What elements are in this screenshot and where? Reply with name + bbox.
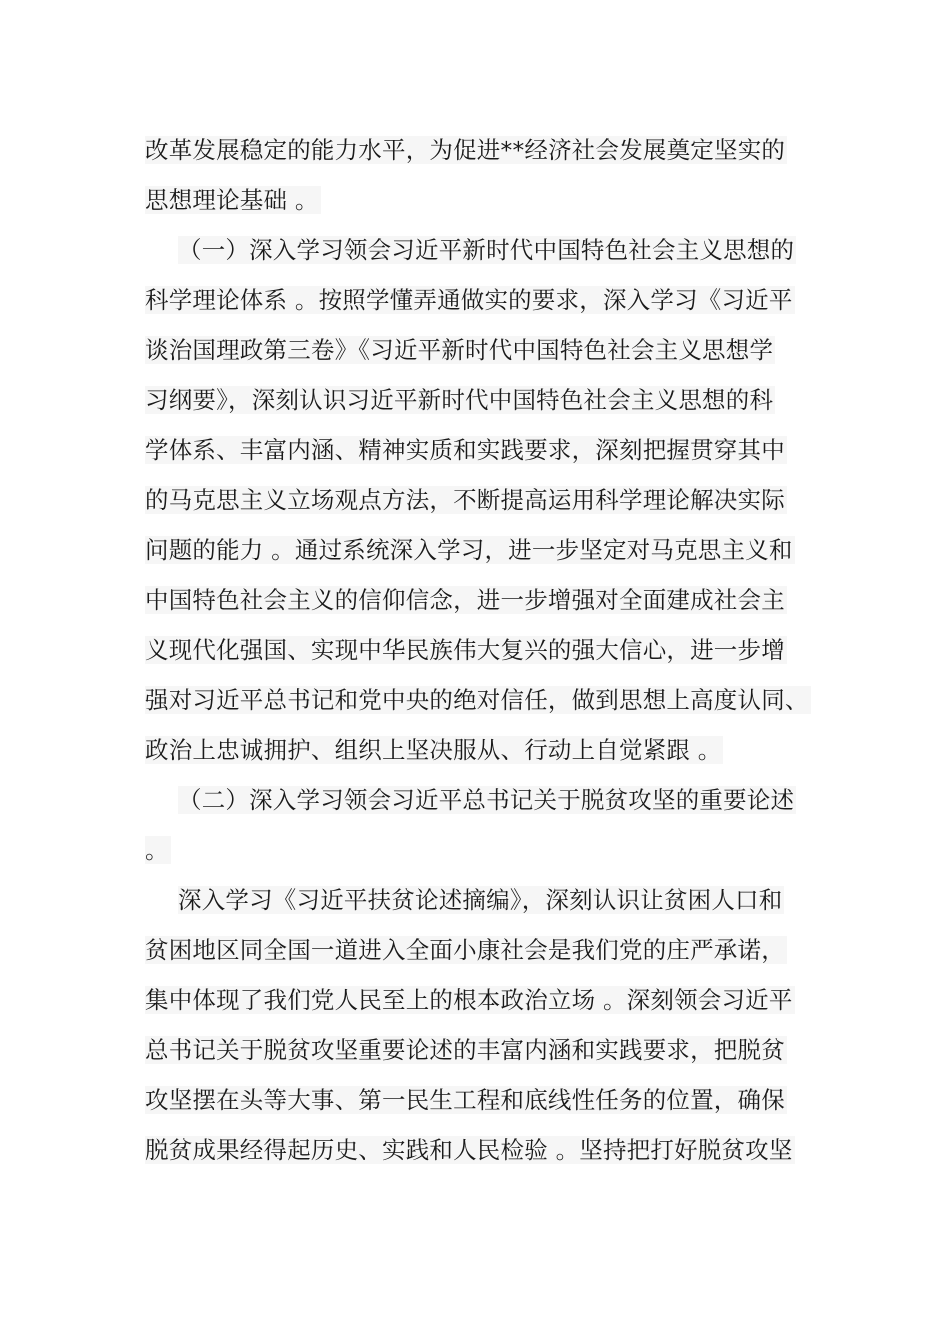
line-text: 。 <box>145 836 169 864</box>
text-line <box>145 630 787 670</box>
text-line <box>145 1080 787 1120</box>
line-text: 义现代化强国、实现中华民族伟大复兴的强大信心，进一步增 <box>145 636 785 664</box>
line-text: 谈治国理政第三卷》《习近平新时代中国特色社会主义思想学 <box>145 336 774 364</box>
line-text: 的马克思主义立场观点方法，不断提高运用科学理论解决实际 <box>145 486 785 514</box>
line-text: 改革发展稳定的能力水平，为促进**经济社会发展奠定坚实的 <box>145 136 786 164</box>
line-text: 贫困地区同全国一道进入全面小康社会是我们党的庄严承诺， <box>145 936 785 964</box>
text-line <box>145 180 321 220</box>
line-text: 集中体现了我们党人民至上的根本政治立场 。深刻领会习近平 <box>145 986 793 1014</box>
text-line <box>145 730 723 770</box>
text-line <box>145 580 787 620</box>
line-text: 学体系、丰富内涵、精神实质和实践要求，深刻把握贯穿其中 <box>145 436 785 464</box>
paragraph-start <box>178 880 784 920</box>
line-text: 脱贫成果经得起历史、实践和人民检验 。坚持把打好脱贫攻坚 <box>145 1136 793 1164</box>
text-line <box>145 830 171 870</box>
line-text: （一）深入学习领会习近平新时代中国特色社会主义思想的 <box>178 236 795 264</box>
line-text: 攻坚摆在头等大事、第一民生工程和底线性任务的位置，确保 <box>145 1086 785 1114</box>
text-line <box>145 1130 795 1170</box>
text-line <box>145 980 795 1020</box>
text-line <box>145 380 775 420</box>
line-text: 强对习近平总书记和党中央的绝对信任，做到思想上高度认同、 <box>145 686 809 714</box>
text-line <box>145 530 795 570</box>
text-line <box>145 430 787 470</box>
line-text: 习纲要》，深刻认识习近平新时代中国特色社会主义思想的科 <box>145 386 774 414</box>
line-text: 科学理论体系 。按照学懂弄通做实的要求，深入学习《习近平 <box>145 286 793 314</box>
line-text: 深入学习《习近平扶贫论述摘编》，深刻认识让贫困人口和 <box>178 886 783 914</box>
line-text: 中国特色社会主义的信仰信念，进一步增强对全面建成社会主 <box>145 586 785 614</box>
text-line <box>145 280 795 320</box>
line-text: 思想理论基础 。 <box>145 186 319 214</box>
text-line <box>145 130 787 170</box>
line-text: （二）深入学习领会习近平总书记关于脱贫攻坚的重要论述 <box>178 786 795 814</box>
line-text: 总书记关于脱贫攻坚重要论述的丰富内涵和实践要求，把脱贫 <box>145 1036 785 1064</box>
text-line <box>145 930 787 970</box>
line-text: 问题的能力 。通过系统深入学习，进一步坚定对马克思主义和 <box>145 536 793 564</box>
text-line <box>145 480 787 520</box>
text-line <box>145 330 775 370</box>
text-line <box>145 680 811 720</box>
line-text: 政治上忠诚拥护、组织上坚决服从、行动上自觉紧跟 。 <box>145 736 722 764</box>
section-heading-1 <box>178 230 796 270</box>
text-line <box>145 1030 787 1070</box>
section-heading-2 <box>178 780 796 820</box>
